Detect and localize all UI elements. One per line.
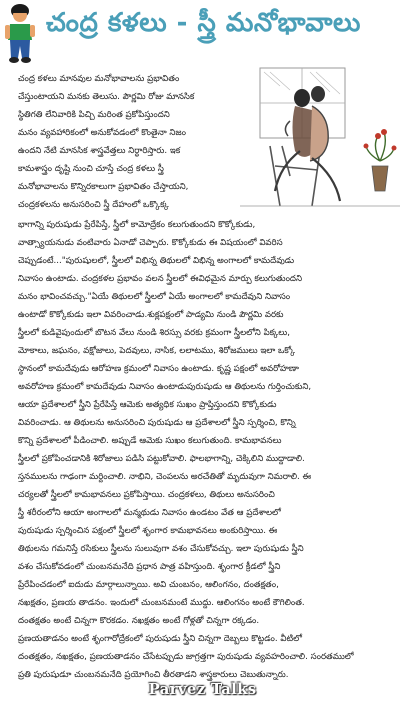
- article-line: ప్రేరేపించడంలో ఐదుడు మార్గాలున్నాయి. అవి చుంబనం, ఆలింగనం, దంతక్షతం,: [18, 580, 279, 590]
- article-line: మనం భావించవచ్చు."ఏయే తిథులలో స్త్రీలలో ఏయే అంగాలలో కామదేవుని నివాసం: [18, 292, 291, 302]
- article-line: మోకాలు, జఘనం, వక్షోజాలు, పెదవులు, నాసిక, లలాటము, శిరోజములు ఇలా ఒక్కో: [18, 346, 296, 356]
- article-line: ఆయా ప్రదేశాలలో స్త్రీని ప్రేరేపిస్తే ఆమెకు అత్యధిక సుఖం ప్రాప్తిస్తుందని కొక్కోకుడు: [18, 400, 277, 410]
- article-line: వశం చేసుకోవడంలో చుంబనమనేది ప్రధాన పాత్ర వహిస్తుంది. శృంగార క్రీడలో స్త్రీని: [18, 562, 281, 572]
- article-line: ఉందని నేటి మానసిక శాస్త్రవేత్తలు నిర్ధారిస్తారు. ఇక: [18, 146, 181, 156]
- page-title: చంద్ర కళలు - స్త్రీ మనోభావాలు: [46, 8, 361, 38]
- article-line: దంతక్షతం, నఖక్షతం, ప్రణయతాడనం చేసేటప్పుడు జాగ్రత్తగా పురుషుడు వ్యవహరించాలి. సంరతములో: [18, 652, 354, 662]
- article-line: ప్రతి పురుషుడూ చుంబనమనేది ప్రయోగించి తీరతాడని శాస్త్రకారులు చెబుతున్నారు.: [18, 670, 289, 680]
- article-line: స్థానంలో కామదేవుడు ఆరోహణ క్రమంలో నివాసం ఉంటాడు. కృష్ణ పక్షంలో అవరోహణా: [18, 364, 299, 374]
- article-line: కొన్ని ప్రదేశాలలో పీడించాలి. అప్పుడే ఆమెకు సుఖం కలుగుతుంది. కామభావనలు: [18, 436, 282, 446]
- article-line: తిథులను గమనిస్తే రసికులు స్త్రీలను సులువుగా వశం చేసుకోవచ్చు. ఇలా పురుషుడు స్త్రీని: [18, 544, 304, 554]
- boy-figure-icon: [2, 2, 38, 64]
- article-line: చంద్రకళలను అనుసరించి స్త్రీ దేహంలో ఒక్కొక్క: [18, 200, 169, 210]
- article-line: మనం వ్యవహారికంలో అనుకోవడంలో కొంతైనా నిజం: [18, 128, 187, 138]
- article-line: స్త్రీ శరీరంలోని ఆయా అంగాలలో మన్మథుడు నివాసం ఉండటం వేత ఆ ప్రదేశాలలో: [18, 508, 281, 518]
- channel-watermark: Parvez Talks: [148, 680, 257, 698]
- article-line: వివరించాడు. ఆ తిథులను అనుసరించి పురుషుడు ఆ ప్రదేశాలలో స్త్రీని స్పర్శించి, కొన్ని: [18, 418, 296, 428]
- article-line: ఉంటాడో కొక్కోకుడు ఇలా వివరించాడు.శుక్లపక్షంలో పాడ్యమి నుండి పౌర్ణమి వరకు: [18, 310, 284, 320]
- article-line: దంతక్షతం అంటే చిన్నగా కొరకడం. నఖక్షతం అంటే గోళ్లతో చిన్నగా రక్కడం.: [18, 616, 260, 626]
- article-line: చెప్పుడంటే..."పురుషులలో, స్త్రీలలో విభిన్న తిథులలో విభిన్న అంగాలలో కామదేవుడు: [18, 256, 295, 266]
- article-line: స్తనములను గాఢంగా మర్దించాలి. నాభిని, చెంపలను అరచేతితో మృదువుగా నిమరాలి. ఈ: [18, 472, 312, 482]
- article-line: కామశాస్త్రం దృష్టి నుంచి చూస్తే చంద్ర కళలు స్త్రీ: [18, 164, 164, 174]
- article-line: చర్యలతో స్త్రీలలో కామభావనలు ప్రకోపిస్తాయి. చంద్రకళలు, తిథులు అనుసరించి: [18, 490, 275, 500]
- article-line: స్త్రీలలో ప్రకోపించడానికి శిరోజాలు పడిసి పట్టుకోవాలి. ఫాలభాగాన్ని, చెక్కిలిని ముద్దాడాలి.: [18, 454, 305, 464]
- article-line: స్థితిగతి లేనివారికి పిచ్చి మరింత ప్రకోపిస్తుందని: [18, 110, 170, 120]
- article-line: భాగాన్ని పురుషుడు ప్రేరేపిస్తే, స్త్రీలో కామోద్రేకం కలుగుతుందని కొక్కోకుడు,: [18, 220, 256, 230]
- article-line: నివాసం ఉంటాడు. చంద్రకళల ప్రభావం వలన స్త్రీలలో ఈవిధమైన మార్పు కలుగుతుందని: [18, 274, 303, 284]
- article-line: మనోభావాలను కొన్నిరకాలుగా ప్రభావితం చేస్తాయని,: [18, 182, 189, 192]
- article-line: ప్రణయతాడనం అంటే శృంగారోద్రేకంలో పురుషుడు స్త్రీని చిన్నగా దెబ్బలు కొట్టడం. వీటిలో: [18, 634, 302, 644]
- header: [0, 0, 405, 66]
- article-line: నఖక్షతం, ప్రణయ తాడనం. ఇందులో చుంబనమంటే ముద్దు. ఆలింగనం అంటే కౌగిలింత.: [18, 598, 305, 608]
- article-body: [18, 69, 402, 689]
- article-line: చంద్ర కళలు మానవుల మనోభావాలను ప్రభావితం: [18, 74, 180, 84]
- article-line: చేస్తుంటాయని మనకు తెలుసు. పౌర్ణమి రోజు మానసిక: [18, 92, 195, 102]
- article-line: స్త్రీలలో కుడివైపుందులో బొటన వేలు నుండి శిరస్సు వరకు క్రమంగా స్త్రీలలోని పిక్కలు,: [18, 328, 290, 338]
- article-line: అవరోహణ క్రమంలో కామదేవుడు నివాసం ఉంటాడుపురుషుడు ఆ తిథులను గుర్తించుకుని,: [18, 382, 312, 392]
- article-line: పురుషుడు స్పర్శించిన పక్షంలో స్త్రీలలో శృంగార కామభావనలు అంకురిస్తాయి. ఈ: [18, 526, 278, 536]
- article-line: వాత్స్యాయనుడు వంటివారు ఏనాడో చెప్పారు. కొక్కోకుడు ఈ విషయంలో వివరిస: [18, 238, 283, 248]
